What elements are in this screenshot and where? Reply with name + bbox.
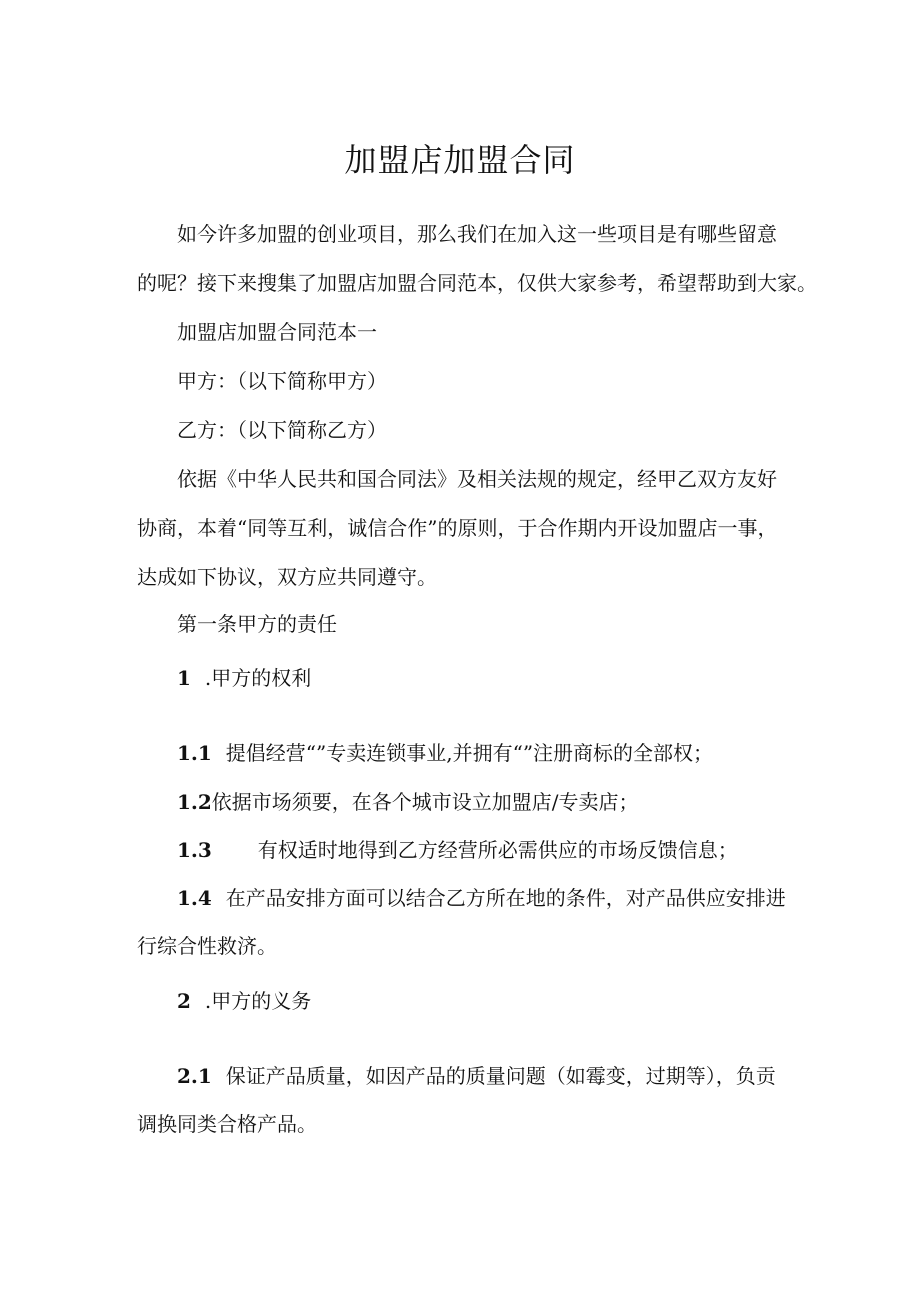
clause-1-4-number: 1.4 (177, 886, 212, 910)
clause-1-4 (177, 883, 786, 913)
clause-1-1 (177, 738, 713, 768)
section-2-number: 2 (177, 989, 191, 1013)
article-1-heading: 第一条甲方的责任 (177, 612, 337, 636)
clause-1-2-number: 1.2 (177, 790, 212, 814)
party-b-line: 乙方：（以下简称乙方） (177, 418, 387, 442)
section-2-label: .甲方的义务 (204, 989, 312, 1013)
preamble-line-1: 依据《中华人民共和国合同法》及相关法规的规定，经甲乙双方友好 (177, 467, 777, 491)
preamble-line-2: 协商，本着“同等互利，诚信合作”的原则，于合作期内开设加盟店一事， (137, 516, 778, 540)
section-1-label: .甲方的权利 (204, 666, 312, 690)
intro-line-1: 如今许多加盟的创业项目，那么我们在加入这一些项目是有哪些留意 (177, 222, 777, 246)
section-2-heading (177, 986, 311, 1016)
clause-1-3 (177, 835, 738, 865)
preamble-line-3: 达成如下协议，双方应共同遵守。 (137, 565, 437, 589)
section-1-number: 1 (177, 666, 191, 690)
clause-1-1-text: 提倡经营“”专卖连锁事业,并拥有“”注册商标的全部权； (225, 741, 714, 765)
clause-2-1-number: 2.1 (177, 1064, 212, 1088)
clause-1-2-text: 依据市场须要，在各个城市设立加盟店/专卖店； (211, 790, 639, 814)
document-title: 加盟店加盟合同 (344, 141, 576, 179)
section-1-heading (177, 663, 311, 693)
clause-1-2 (177, 787, 639, 817)
sample-heading: 加盟店加盟合同范本一 (177, 320, 377, 344)
clause-1-4-continuation: 行综合性救济。 (137, 934, 277, 958)
intro-line-2: 的呢？接下来搜集了加盟店加盟合同范本，仅供大家参考，希望帮助到大家。 (137, 271, 817, 295)
clause-1-1-number: 1.1 (177, 741, 212, 765)
clause-2-1-continuation: 调换同类合格产品。 (137, 1112, 317, 1136)
party-a-line: 甲方：（以下简称甲方） (177, 369, 387, 393)
clause-2-1-text: 保证产品质量，如因产品的质量问题（如霉变，过期等），负贡 (225, 1064, 776, 1088)
clause-1-3-number: 1.3 (177, 838, 212, 862)
clause-2-1 (177, 1061, 776, 1091)
clause-1-4-text: 在产品安排方面可以结合乙方所在地的条件，对产品供应安排进 (225, 886, 786, 910)
clause-1-3-text: 有权适时地得到乙方经营所必需供应的市场反馈信息； (257, 838, 738, 862)
